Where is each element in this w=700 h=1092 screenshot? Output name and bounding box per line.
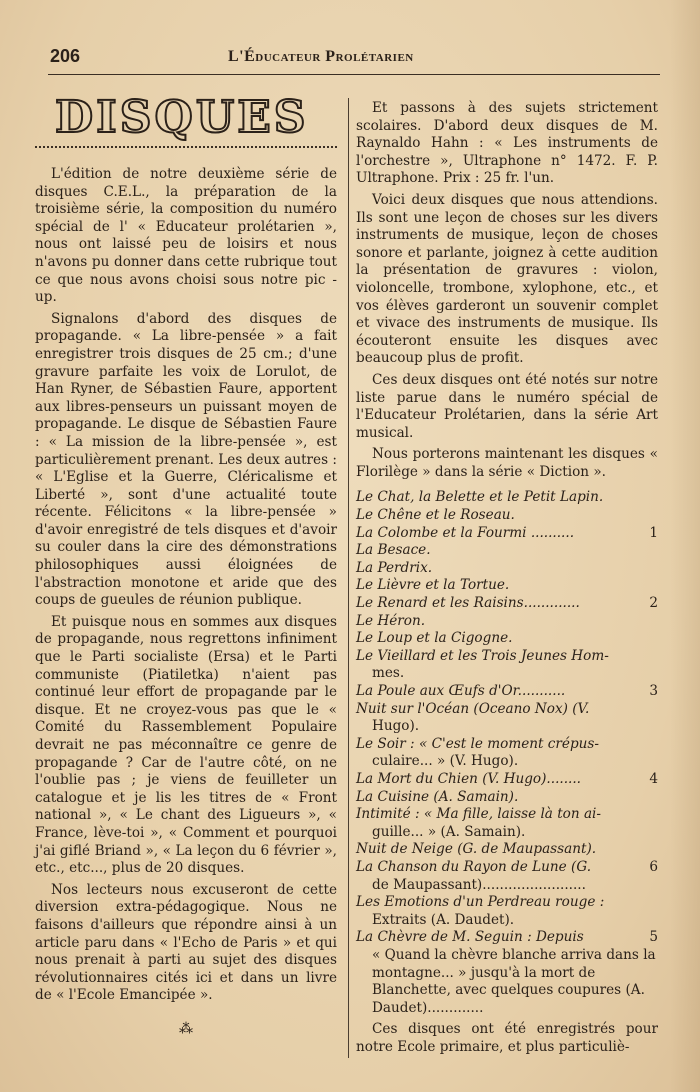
list-item [356,542,658,560]
list-item-title: La Poule aux Œufs d'Or........... [356,683,566,699]
diction-list [356,489,658,1017]
list-item [356,648,658,683]
list-item-continuation: « Quand la chèvre blanche arriva dans la montagne... » jusqu'à la mort de Blanchette, avec quelques coupures (A. Daudet)............. [372,946,656,1016]
list-item [356,489,658,507]
list-item [356,507,658,525]
list-item-continuation: mes. [372,665,405,682]
paragraph: Nos lecteurs nous excuseront de cette diversion extra-pédagogique. Nous ne faisons d'ailleurs que répondre ainsi à un article paru dans « l'Echo de Paris » et qui nous prenait à parti au sujet des disques révolutionnaires cités ici et dans un livre de « l'Ecole Emancipée ». [35,881,337,1004]
section-title: DISQUES [55,92,309,143]
list-item-title: Le Chat, la Belette et le Petit Lapin. [356,489,604,506]
paragraph: Et passons à des sujets strictement scolaires. D'abord deux disques de M. Raynaldo Hahn : « Les instruments de l'orchestre », Ultraphone n° 1472. F. P. Ultraphone. Prix : 25 fr. l'un. [356,100,658,187]
list-item-title: Le Renard et les Raisins............. [356,595,580,612]
list-item [356,736,658,771]
list-item-title: La Chanson du Rayon de Lune (G. [356,858,592,875]
list-item [356,630,658,648]
page-header [48,44,660,75]
list-item-title: Les Emotions d'un Perdreau rouge : [356,894,605,911]
list-item [356,859,658,894]
disc-number: 5 [649,929,658,946]
list-item-title: Nuit de Neige (G. de Maupassant). [356,841,597,858]
list-item [356,771,658,789]
dotted-rule [35,146,337,148]
section-title-box [35,94,337,150]
paragraph: Nous porterons maintenant les disques « Florilège » dans la série « Diction ». [356,446,658,480]
page-number: 206 [50,46,81,66]
paragraph: Et puisque nous en sommes aux disques de propagande, nous regrettons infiniment que le Parti socialiste (Ersa) et le Parti communiste (Piatiletka) n'aient pas continué leur effort de propagande par le disque. Et ne croyez-vous pas que le « Comité du Rassemblement Populaire devrait ne pas méconnaître ce genre de propagande ? Car de l'autre côté, on ne l'oublie pas ; je viens de feuilleter un catalogue et je lis les titres de « Front national », « Le chant des Ligueurs », « France, lève-toi », « Comment et pourquoi j'ai giflé Briand », « La leçon du 6 février », etc., etc..., plus de 20 disques. [35,613,337,877]
list-item-title: Intimité : « Ma fille, laisse là ton ai- [356,806,601,823]
list-item-title: Le Vieillard et les Trois Jeunes Hom- [356,647,609,664]
scan-shade [670,0,700,1092]
list-item [356,577,658,595]
list-item-title: Le Soir : « C'est le moment crépus- [356,735,599,752]
list-item [356,560,658,578]
list-item-title: Nuit sur l'Océan (Oceano Nox) (V. [356,700,590,717]
disc-number: 3 [649,683,658,699]
list-item [356,806,658,841]
disc-number: 6 [649,858,658,875]
disc-number: 1 [649,524,658,541]
list-item-title: Le Lièvre et la Tortue. [356,577,510,594]
list-item [356,894,658,929]
list-item [356,595,658,613]
list-item [356,841,658,859]
list-item-title: La Mort du Chien (V. Hugo)........ [356,770,581,787]
paragraph: L'édition de notre deuxième série de disques C.E.L., la préparation de la troisième série, la composition du numéro spécial de l' « Educateur prolétarien », nous ont laissé peu de loisirs et nous n'avons pu donner dans cette rubrique tout ce que nous avons choisi sous notre pic -up. [35,166,337,306]
paragraph: Ces disques ont été enregistrés pour notre Ecole primaire, et plus particuliè- [356,1021,658,1055]
list-item-continuation: guille... » (A. Samain). [372,823,526,840]
column-divider [348,98,349,1058]
list-item [356,789,658,807]
list-item [356,683,658,701]
end-mark: ⁂ [179,1020,193,1037]
list-item-title: La Colombe et la Fourmi .......... [356,524,575,541]
list-item-title: Le Chêne et le Roseau. [356,507,515,524]
list-item [356,525,658,543]
list-item [356,929,658,1017]
disc-number: 2 [649,595,658,612]
list-item-continuation: culaire... » (V. Hugo). [372,753,519,770]
right-column [356,100,658,1060]
list-item-title: La Cuisine (A. Samain). [356,788,519,805]
list-item-title: La Perdrix. [356,559,433,576]
list-item-continuation: Extraits (A. Daudet). [372,911,515,928]
journal-title: L'Éducateur Prolétarien [228,48,414,65]
paragraph: Signalons d'abord des disques de propagande. « La libre-pensée » a fait enregistrer trois disques de 25 cm.; d'une gravure parfaite les voix de Lorulot, de Han Ryner, de Sébastien Faure, apportent aux libres-penseurs un puissant moyen de propagande. Le disque de Sébastien Faure : « La mission de la libre-pensée », est particulièrement prenant. Les deux autres : « L'Eglise et la Guerre, Cléricalisme et Liberté », sont d'une actualité toute récente. Félicitons « la libre-pensée » d'avoir enregistré de tels disques et d'avoir su couler dans la cire des démonstrations philosophiques aussi éloignées de l'abstraction monotone et aride que des coups de gueules de réunion publique. [35,310,337,609]
list-item [356,701,658,736]
left-column [35,92,337,1039]
list-item-title: La Besace. [356,542,431,559]
list-item-title: Le Loup et la Cigogne. [356,630,513,647]
list-item-continuation: de Maupassant)........................ [372,876,586,893]
paragraph: Ces deux disques ont été notés sur notre liste parue dans le numéro spécial de l'Educateur Prolétarien, dans la série Art musical. [356,371,658,441]
list-item [356,613,658,631]
list-item-title: La Chèvre de M. Seguin : Depuis [356,929,584,946]
list-item-title: Le Héron. [356,612,426,629]
list-item-continuation: Hugo). [372,718,420,735]
paragraph: Voici deux disques que nous attendions. Ils sont une leçon de choses sur les divers instruments de musique, leçon de choses sonore et parlante, joignez à cette audition la présentation de gravures : violon, violoncelle, trombone, xylophone, etc., et vos élèves garderont un souvenir complet et vivace des instruments de musique. Ils écouteront ensuite les disques avec beaucoup plus de profit. [356,191,658,367]
disc-number: 4 [649,770,658,787]
